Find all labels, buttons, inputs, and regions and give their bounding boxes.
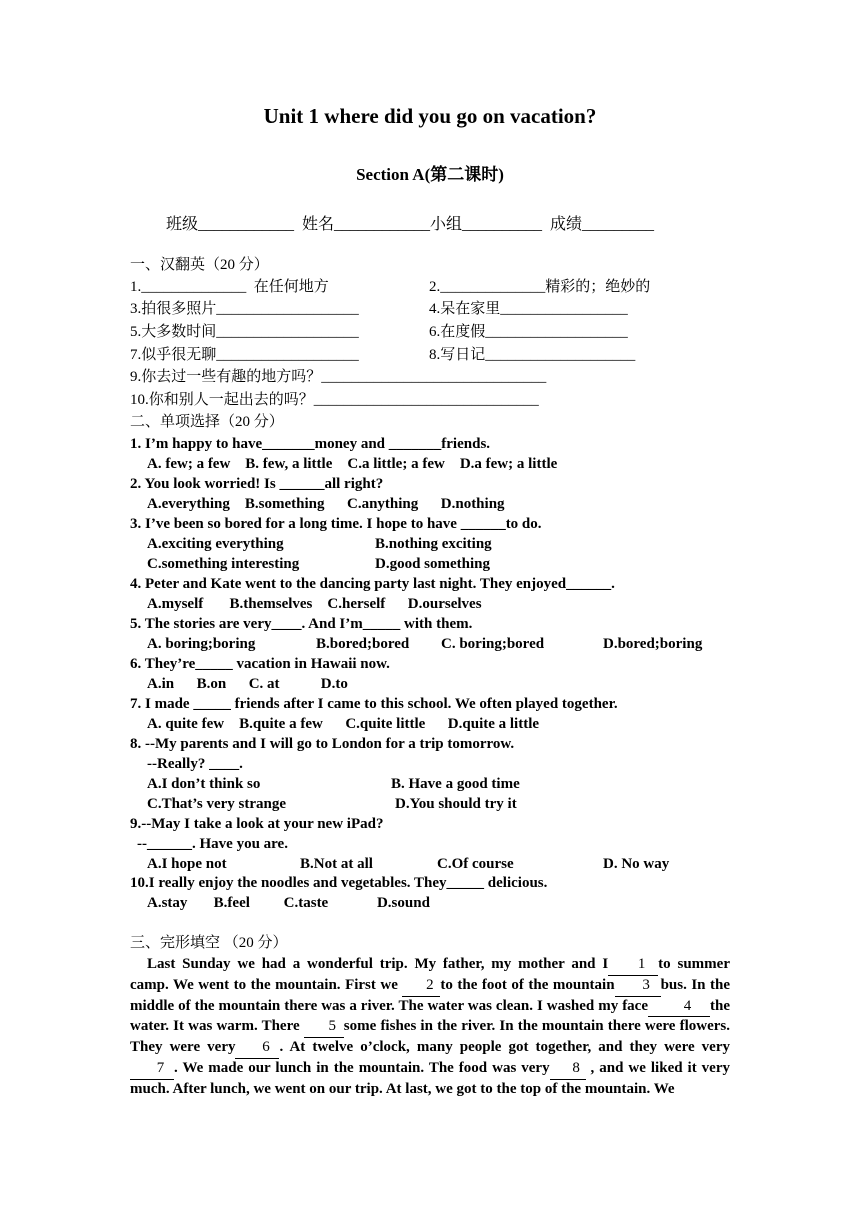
part1-heading: 一、汉翻英（20 分） [130,257,269,273]
cloze-text: Last Sunday we had a wonderful trip. My father, my mother and I [147,956,609,972]
part1-item-6: 6.在度假___________________ [429,324,628,340]
question-4-options: A.myself B.themselves C.herself D.ourselves [147,596,482,612]
question-9-option-a: A.I hope not [147,856,227,872]
cloze-text: the water. It was warm. There [130,997,730,1035]
part1-item-2: 2.______________精彩的；绝妙的 [429,279,651,295]
question-9-option-b: B.Not at all [300,856,373,872]
cloze-passage [130,955,730,1100]
cloze-blank-3: 3 [615,976,661,997]
question-3-option-d: D.good something [375,556,491,572]
question-7-options: A. quite few B.quite a few C.quite little D.quite a little [147,716,540,732]
question-5-option-b: B.bored;bored [316,636,410,652]
question-2-options: A.everything B.something C.anything D.nothing [147,496,505,512]
cloze-blank-6: 6 [235,1038,279,1059]
question-9-option-c: C.Of course [437,856,514,872]
question-8-option-c: C.That’s very strange [147,796,287,812]
cloze-blank-1: 1 [608,955,658,976]
cloze-text: , and we liked it very much. After lunch, we went on our trip. At last, we got to the top of the mountain. We [130,1059,730,1097]
part1-item-7: 7.似乎很无聊___________________ [130,347,359,363]
question-9-dialogue: --______. Have you are. [137,836,288,852]
question-8-dialogue: --Really? ____. [147,756,243,772]
question-8-option-a: A.I don’t think so [147,776,261,792]
question-9-option-d: D. No way [603,856,670,872]
section-subtitle: Section A(第二课时) [356,165,504,184]
question-2: 2. You look worried! Is ______all right? [130,476,384,492]
cloze-blank-8: 8 [550,1059,586,1080]
question-3-option-b: B.nothing exciting [375,536,492,552]
part1-item-1: 1.______________ 在任何地方 [130,279,329,295]
student-info-line: 班级____________ 姓名____________小组__________ 成绩_________ [166,216,655,233]
question-4: 4. Peter and Kate went to the dancing party last night. They enjoyed______. [130,576,615,592]
cloze-text: bus. In the middle of the mountain there was a river. The water was clean. I washed my face [130,976,731,1014]
question-1-options: A. few; a few B. few, a little C.a little; a few D.a few; a little [147,456,558,472]
question-5-option-a: A. boring;boring [147,636,256,652]
cloze-blank-5: 5 [304,1017,344,1038]
cloze-text: to summer camp. We went to the mountain. First we [130,956,730,993]
part1-item-4: 4.呆在家里_________________ [429,301,628,317]
question-6: 6. They’re_____ vacation in Hawaii now. [130,656,390,672]
cloze-text: . At twelve o’clock, many people got together, and they were very [279,1039,730,1056]
question-8: 8. --My parents and I will go to London for a trip tomorrow. [130,736,515,752]
question-6-options: A.in B.on C. at D.to [147,676,348,692]
part3-heading: 三、完形填空 （20 分） [130,935,288,951]
question-10: 10.I really enjoy the noodles and vegetables. They_____ delicious. [130,875,548,891]
question-10-options: A.stay B.feel C.taste D.sound [147,895,430,911]
part1-item-3: 3.拍很多照片___________________ [130,301,359,317]
page-title: Unit 1 where did you go on vacation? [263,104,597,128]
cloze-text: some fishes in the river. In the mountain there were flowers. They were very [130,1018,730,1056]
question-5-option-c: C. boring;bored [441,636,545,652]
cloze-text: . We made our lunch in the mountain. The food was very [174,1059,550,1076]
question-3-option-c: C.something interesting [147,556,300,572]
part2-heading: 二、单项选择（20 分） [130,414,284,430]
question-7: 7. I made _____ friends after I came to this school. We often played together. [130,696,618,712]
cloze-text: to the foot of the mountain [440,976,615,993]
cloze-blank-7: 7 [130,1059,174,1080]
part1-item-10: 10.你和别人一起出去的吗？______________________________ [130,392,539,408]
question-5-option-d: D.bored;boring [603,636,703,652]
question-3: 3. I’ve been so bored for a long time. I hope to have ______to do. [130,516,542,532]
part1-item-5: 5.大多数时间___________________ [130,324,359,340]
question-1: 1. I’m happy to have_______money and _______friends. [130,436,491,452]
question-5: 5. The stories are very____. And I’m_____ with them. [130,616,473,632]
question-8-option-b: B. Have a good time [391,776,520,792]
part1-item-9: 9.你去过一些有趣的地方吗？______________________________ [130,369,547,385]
cloze-blank-2: 2 [402,976,440,997]
question-8-option-d: D.You should try it [395,796,517,812]
cloze-blank-4: 4 [648,997,710,1018]
question-3-option-a: A.exciting everything [147,536,284,552]
part1-item-8: 8.写日记____________________ [429,347,636,363]
question-9: 9.--May I take a look at your new iPad? [130,816,384,832]
